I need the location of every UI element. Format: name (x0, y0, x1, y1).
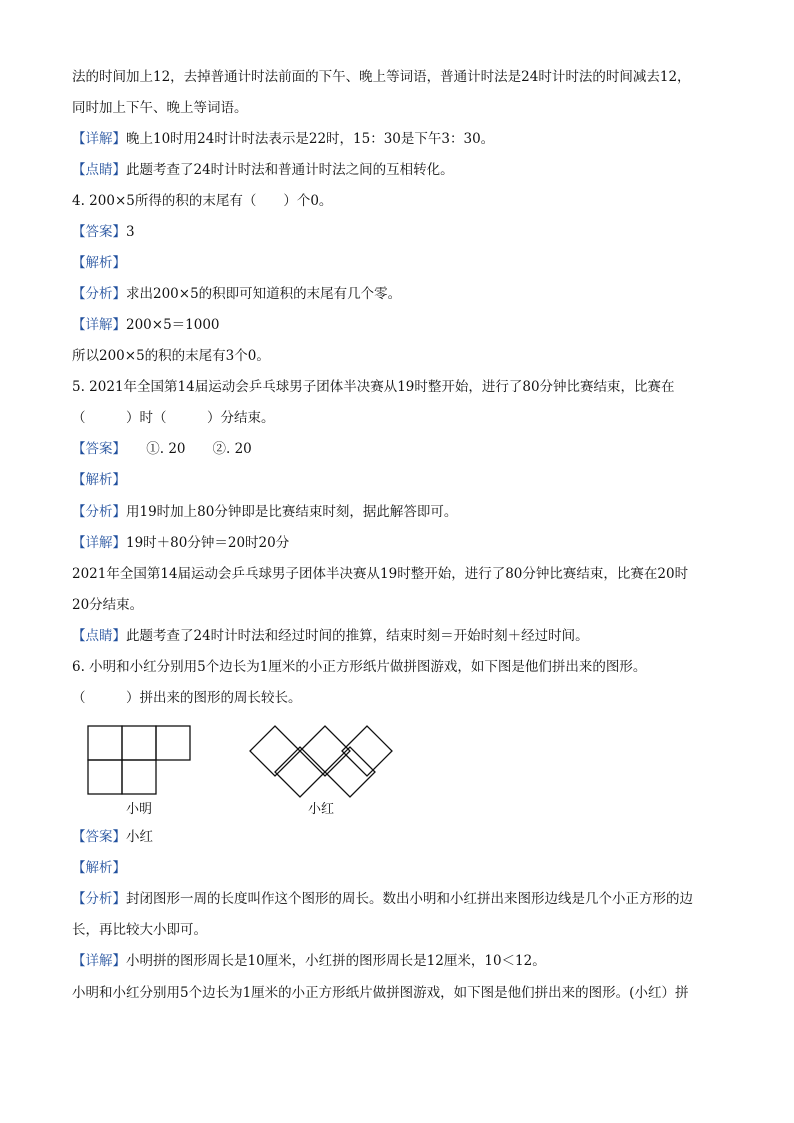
point-line: 【点睛】此题考查了24时计时法和经过时间的推算，结束时刻＝开始时刻＋经过时间。 (72, 628, 589, 644)
text-line: 2021年全国第14届运动会乒乓球男子团体半决赛从19时整开始，进行了80分钟比赛结束，比赛在20时 (72, 566, 689, 582)
question-5: 5. 2021年全国第14届运动会乒乓球男子团体半决赛从19时整开始，进行了80分钟比赛结束，比赛在 (72, 379, 675, 395)
text-line: 所以200×5的积的末尾有3个0。 (72, 348, 270, 364)
xiaoming-label: 小明 (126, 802, 153, 817)
answer-line: 【答案】3 (72, 224, 135, 240)
text-line: 长，再比较大小即可。 (72, 922, 207, 938)
analysis-line: 【分析】求出200×5的积即可知道积的末尾有几个零。 (72, 286, 402, 302)
xiaohong-figure (246, 724, 396, 798)
xiaoming-figure (86, 724, 196, 796)
text-line: 小明和小红分别用5个边长为1厘米的小正方形纸片做拼图游戏，如下图是他们拼出来的图形。(小红）拼 (72, 985, 689, 1001)
analysis-tag: 【解析】 (72, 255, 126, 271)
question-6: 6. 小明和小红分别用5个边长为1厘米的小正方形纸片做拼图游戏，如下图是他们拼出来的图形。 (72, 659, 647, 675)
detail-line: 【详解】晚上10时用24时计时法表示是22时，15：30是下午3：30。 (72, 131, 495, 147)
answer-line: 【答案】 ①. 20 ②. 20 (72, 441, 252, 457)
text-line: 法的时间加上12，去掉普通计时法前面的下午、晚上等词语，普通计时法是24时计时法的时间减去12， (72, 69, 691, 85)
detail-line: 【详解】小明拼的图形周长是10厘米，小红拼的图形周长是12厘米，10＜12。 (72, 953, 546, 969)
analysis-tag: 【解析】 (72, 860, 126, 876)
analysis-line: 【分析】封闭图形一周的长度叫作这个图形的周长。数出小明和小红拼出来图形边线是几个小正方形的边 (72, 891, 693, 907)
text-line: 20分结束。 (72, 597, 144, 613)
question-4: 4. 200×5所得的积的末尾有（ ）个0。 (72, 193, 333, 209)
analysis-line: 【分析】用19时加上80分钟即是比赛结束时刻，据此解答即可。 (72, 504, 458, 520)
xiaohong-label: 小红 (308, 802, 335, 817)
point-line: 【点睛】此题考查了24时计时法和普通计时法之间的互相转化。 (72, 162, 454, 178)
text-line: 同时加上下午、晚上等词语。 (72, 100, 248, 116)
text-line: （ ）拼出来的图形的周长较长。 (72, 690, 302, 706)
answer-line: 【答案】小红 (72, 829, 153, 845)
analysis-tag: 【解析】 (72, 472, 126, 488)
detail-line: 【详解】19时＋80分钟＝20时20分 (72, 535, 290, 551)
text-line: （ ）时（ ）分结束。 (72, 410, 275, 426)
detail-line: 【详解】200×5＝1000 (72, 317, 220, 333)
